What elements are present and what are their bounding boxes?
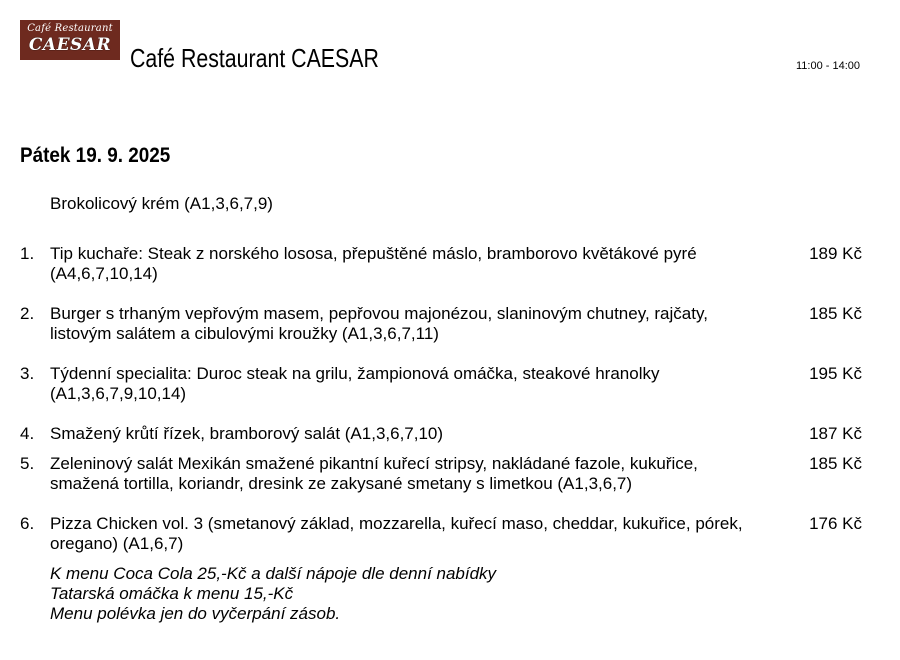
restaurant-logo xyxy=(20,20,120,60)
menu-item-price: 185 Kč xyxy=(809,454,862,473)
menu-item-price: 189 Kč xyxy=(809,244,862,263)
opening-hours: 11:00 - 14:00 xyxy=(795,60,860,72)
menu-notes xyxy=(50,564,496,624)
menu-item-name: Týdenní specialita: Duroc steak na grilu, žampionová omáčka, steakové hranolky (A1,3,6,7,9,10,14) xyxy=(50,364,660,403)
menu-item-price: 187 Kč xyxy=(809,424,862,443)
menu-item-price: 195 Kč xyxy=(809,364,862,383)
menu-item-number: 1. xyxy=(20,244,35,263)
menu-note-soup: Menu polévka jen do vyčerpání zásob. xyxy=(50,604,341,623)
menu-item-name: Smažený krůtí řízek, bramborový salát (A1,3,6,7,10) xyxy=(50,424,444,443)
menu-item-number: 3. xyxy=(20,364,35,383)
logo-name-text: CAESAR xyxy=(28,35,112,55)
soup-of-the-day: Brokolicový krém (A1,3,6,7,9) xyxy=(50,194,273,213)
menu-note-drinks: K menu Coca Cola 25,-Kč a další nápoje dle denní nabídky xyxy=(50,564,497,583)
menu-note-sauce: Tatarská omáčka k menu 15,-Kč xyxy=(50,584,294,603)
menu-item-number: 4. xyxy=(20,424,35,443)
menu-item-price: 176 Kč xyxy=(809,514,862,533)
menu-item-name: Tip kuchaře: Steak z norského lososa, přepuštěné máslo, bramborovo květákové pyré (A4,6,7,10,14) xyxy=(50,244,697,283)
menu-date: Pátek 19. 9. 2025 xyxy=(20,144,171,167)
menu-item-price: 185 Kč xyxy=(809,304,862,323)
menu-item-number: 5. xyxy=(20,454,35,473)
page-title: Café Restaurant CAESAR xyxy=(130,43,379,73)
menu-item-number: 6. xyxy=(20,514,35,533)
menu-item-name: Pizza Chicken vol. 3 (smetanový základ, mozzarella, kuřecí maso, cheddar, kukuřice, pórek, oregano) (A1,6,7) xyxy=(50,514,743,553)
menu-item-number: 2. xyxy=(20,304,35,323)
menu-item-name: Burger s trhaným vepřovým masem, pepřovou majonézou, slaninovým chutney, rajčaty, listovým salátem a cibulovými kroužky (A1,3,6,7,11) xyxy=(50,304,708,343)
logo-script-text: Café Restaurant xyxy=(27,23,113,34)
menu-item-name: Zeleninový salát Mexikán smažené pikantní kuřecí stripsy, nakládané fazole, kukuřice, smažená tortilla, koriandr, dresink ze zakysané smetany s limetkou (A1,3,6,7) xyxy=(50,454,698,493)
